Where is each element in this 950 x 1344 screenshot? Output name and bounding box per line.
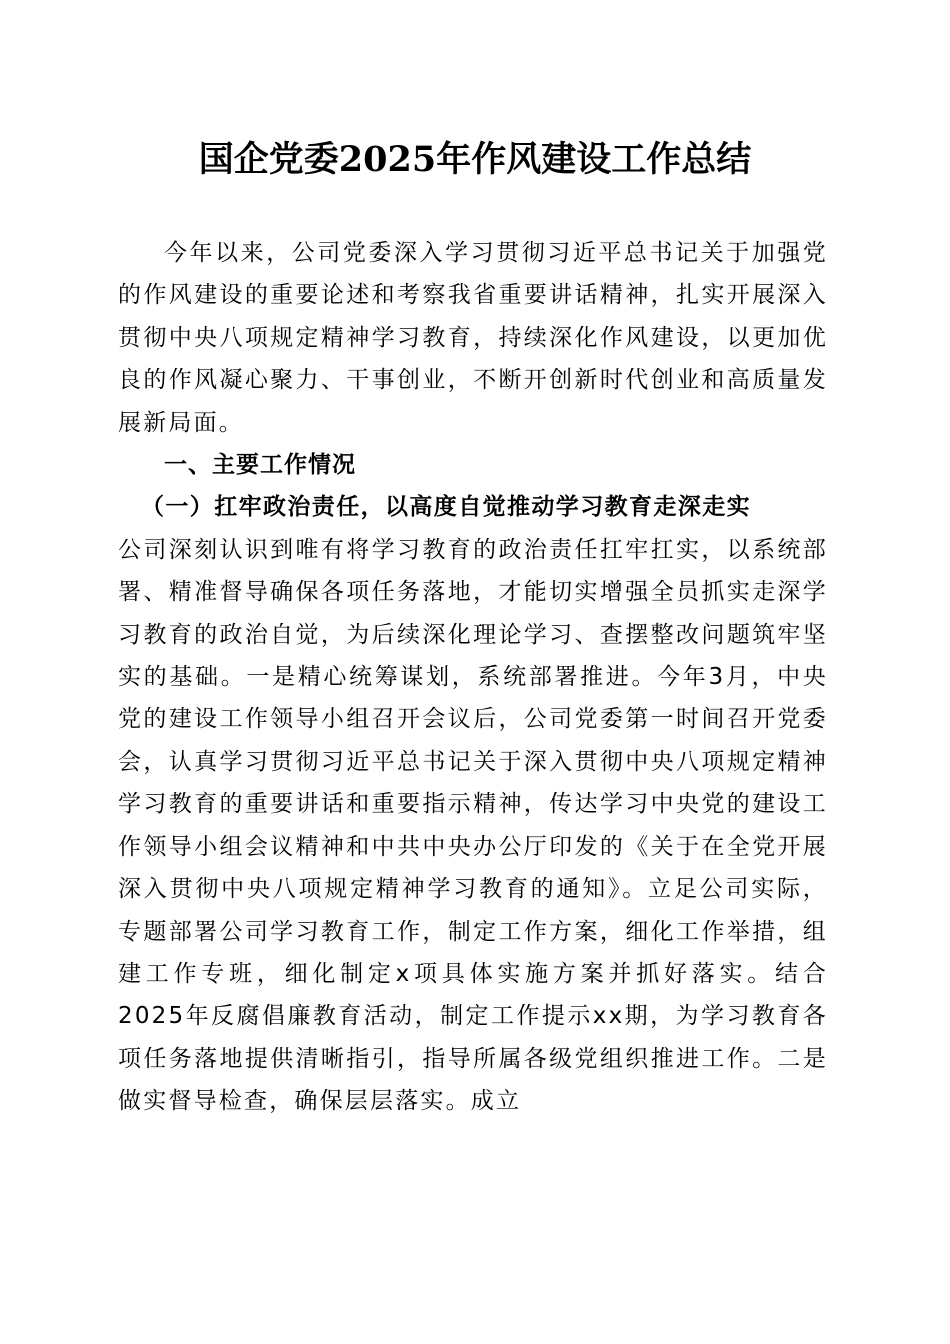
subsection-body-paragraph: 公司深刻认识到唯有将学习教育的政治责任扛牢扛实，以系统部署、精准督导确保各项任务落地，才能切实增强全员抓实走深学习教育的政治自觉，为后续深化理论学习、查摆整改问题筑牢坚实的基础。一是精心统筹谋划，系统部署推进。今年3月，中央党的建设工作领导小组召开会议后，公司党委第一时间召开党委会，认真学习贯彻习近平总书记关于深入贯彻中央八项规定精神学习教育的重要讲话和重要指示精神，传达学习中央党的建设工作领导小组会议精神和中共中央办公厅印发的《关于在全党开展深入贯彻中央八项规定精神学习教育的通知》。立足公司实际，专题部署公司学习教育工作，制定工作方案，细化工作举措，组建工作专班，细化制定x项具体实施方案并抓好落实。结合2025年反腐倡廉教育活动，制定工作提示xx期，为学习教育各项任务落地提供清晰指引，指导所属各级党组织推进工作。二是做实督导检查，确保层层落实。成立 [118, 536, 828, 1115]
document-body [118, 232, 828, 1123]
intro-paragraph: 今年以来，公司党委深入学习贯彻习近平总书记关于加强党的作风建设的重要论述和考察我省重要讲话精神，扎实开展深入贯彻中央八项规定精神学习教育，持续深化作风建设，以更加优良的作风凝心聚力、干事创业，不断开创新时代创业和高质量发展新局面。 [118, 240, 828, 436]
document-title: 国企党委2025年作风建设工作总结 [198, 139, 752, 180]
subsection-heading-political-responsibility: （一）扛牢政治责任，以高度自觉推动学习教育走深走实 [141, 493, 751, 521]
section-heading-main-work: 一、主要工作情况 [164, 452, 356, 479]
